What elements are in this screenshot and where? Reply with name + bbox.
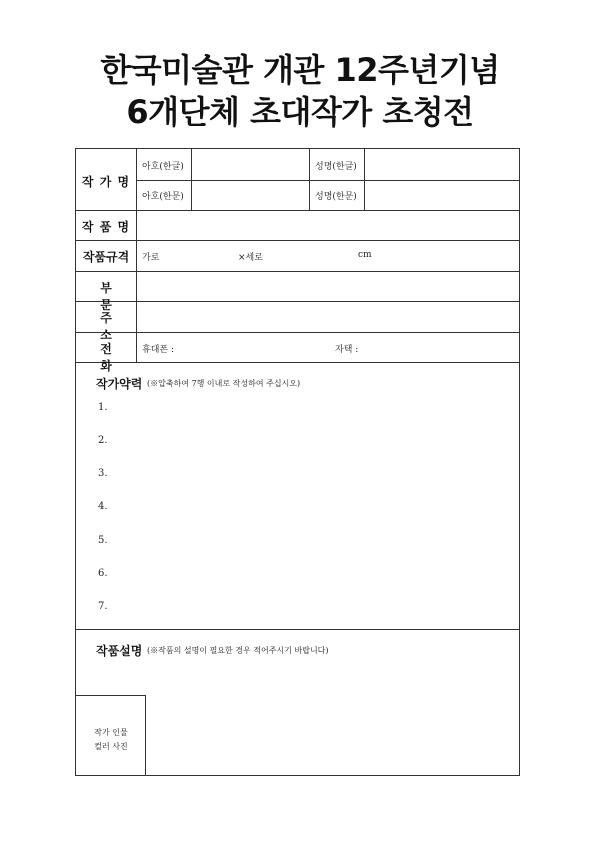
artist-photo-box[interactable] bbox=[76, 695, 146, 776]
row-divider bbox=[76, 362, 520, 363]
page-title-line-2: 6개단체 초대작가 초청전 bbox=[126, 93, 474, 131]
address-label: 주 소 bbox=[100, 311, 126, 342]
career-item-number: 3. bbox=[98, 468, 108, 479]
work-size-label: 작품규격 bbox=[82, 250, 130, 264]
career-item-number: 7. bbox=[98, 601, 108, 612]
career-item-number: 1. bbox=[98, 402, 108, 413]
career-item-number: 4. bbox=[98, 501, 108, 512]
unit-label: cm bbox=[358, 250, 372, 260]
name-korean-field[interactable] bbox=[365, 150, 519, 179]
home-phone-field[interactable] bbox=[366, 333, 516, 361]
photo-label-line-2: 컬러 사진 bbox=[94, 742, 128, 751]
division-label: 부 문 bbox=[100, 281, 126, 312]
pen-name-korean-field[interactable] bbox=[192, 150, 308, 179]
pen-name-hanja-label: 아호(한문) bbox=[142, 192, 184, 202]
description-note: (※작품의 설명이 필요한 경우 적어주시기 바랍니다) bbox=[147, 646, 329, 655]
career-field[interactable] bbox=[116, 395, 516, 625]
name-hanja-field[interactable] bbox=[365, 181, 519, 209]
width-label: 가로 bbox=[142, 253, 160, 263]
application-form bbox=[75, 148, 520, 776]
work-title-label: 작 품 명 bbox=[81, 220, 131, 234]
pen-name-hanja-field[interactable] bbox=[192, 181, 308, 209]
career-item-number: 2. bbox=[98, 435, 108, 446]
career-section-title: 작가약력 bbox=[96, 377, 143, 391]
career-note: (※압축하여 7행 이내로 작성하여 주십시오) bbox=[147, 379, 301, 388]
page-title-line-1: 한국미술관 개관 12주년기념 bbox=[100, 51, 500, 89]
artist-name-label: 작 가 명 bbox=[81, 175, 131, 189]
phone-label: 전 화 bbox=[100, 342, 126, 373]
height-field[interactable] bbox=[266, 241, 354, 269]
description-section-title: 작품설명 bbox=[96, 644, 143, 658]
description-field[interactable] bbox=[151, 659, 516, 771]
division-field[interactable] bbox=[137, 272, 519, 300]
mobile-label: 휴대폰 : bbox=[142, 345, 174, 355]
name-hanja-label: 성명(한문) bbox=[315, 192, 357, 202]
mobile-field[interactable] bbox=[181, 333, 326, 361]
row-divider bbox=[76, 629, 520, 630]
home-phone-label: 자택 : bbox=[335, 345, 359, 355]
work-title-field[interactable] bbox=[137, 211, 519, 239]
career-item-number: 6. bbox=[98, 568, 108, 579]
pen-name-korean-label: 아호(한글) bbox=[142, 162, 184, 172]
photo-label-line-1: 작가 인물 bbox=[94, 728, 128, 737]
width-field[interactable] bbox=[166, 241, 234, 269]
name-korean-label: 성명(한글) bbox=[315, 162, 357, 172]
career-item-number: 5. bbox=[98, 535, 108, 546]
address-field[interactable] bbox=[137, 302, 519, 331]
column-divider bbox=[309, 149, 310, 210]
height-label: ×세로 bbox=[238, 253, 263, 263]
